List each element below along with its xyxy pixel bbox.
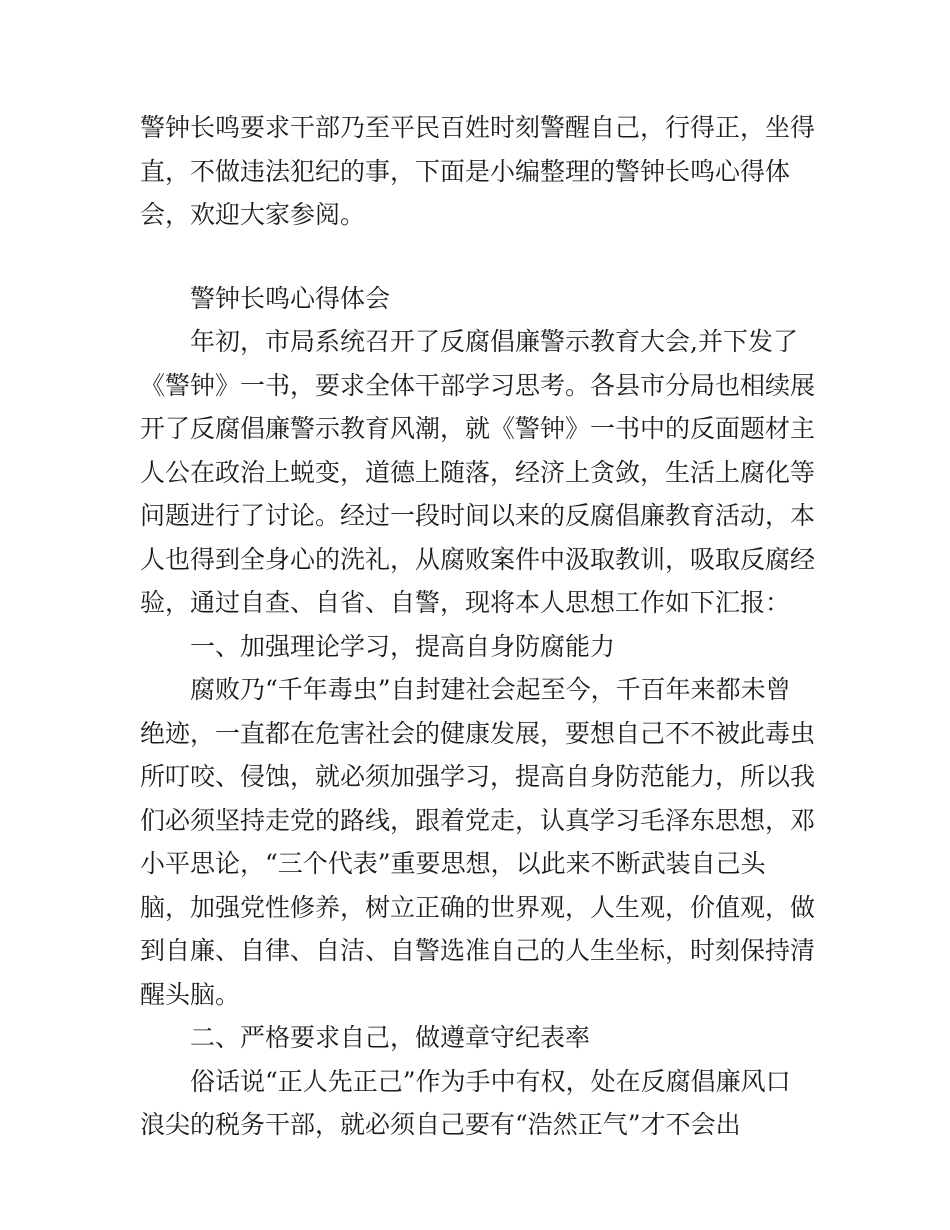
paragraph-3-line-1: 俗话说“正人先正己”作为手中有权，处在反腐倡廉风口: [190, 1067, 791, 1096]
paragraph-1-line-6: 人也得到全身心的洗礼，从腐败案件中汲取教训，吸取反腐经: [140, 545, 816, 574]
paragraph-3-line-2: 浪尖的税务干部，就必须自己要有“浩然正气”才不会出: [140, 1110, 741, 1139]
paragraph-1-line-4: 人公在政治上蜕变，道德上随落，经济上贪敛，生活上腐化等: [140, 458, 816, 487]
paragraph-1-line-5: 问题进行了讨论。经过一段时间以来的反腐倡廉教育活动，本: [140, 501, 816, 530]
intro-line-3: 会，欢迎大家参阅。: [140, 200, 366, 229]
paragraph-1-line-2: 《警钟》一书，要求全体干部学习思考。各县市分局也相续展: [140, 371, 816, 400]
paragraph-2-line-8: 醒头脑。: [140, 980, 241, 1009]
paragraph-1-line-3: 开了反腐倡廉警示教育风潮，就《警钟》一书中的反面题材主: [140, 414, 816, 443]
paragraph-2-line-5: 小平思论，“三个代表”重要思想，以此来不断武装自己头: [140, 849, 766, 878]
paragraph-1-line-7: 验，通过自查、自省、自警，现将本人思想工作如下汇报：: [140, 588, 791, 617]
paragraph-2-line-2: 绝迹，一直都在危害社会的健康发展，要想自己不不被此毒虫: [140, 719, 816, 748]
section-1-heading: 一、加强理论学习，提高自身防腐能力: [190, 632, 616, 661]
paragraph-1-line-1: 年初，市局系统召开了反腐倡廉警示教育大会,并下发了: [190, 327, 798, 356]
paragraph-2-line-7: 到自廉、自律、自洁、自警选准自己的人生坐标，时刻保持清: [140, 936, 816, 965]
intro-line-1: 警钟长鸣要求干部乃至平民百姓时刻警醒自己，行得正，坐得: [140, 113, 816, 142]
paragraph-2-line-1: 腐败乃“千年毒虫”自封建社会起至今，千百年来都未曾: [190, 675, 791, 704]
intro-line-2: 直，不做违法犯纪的事，下面是小编整理的警钟长鸣心得体: [140, 157, 791, 186]
article-title: 警钟长鸣心得体会: [190, 284, 391, 313]
paragraph-2-line-6: 脑，加强党性修养，树立正确的世界观，人生观，价值观，做: [140, 893, 816, 922]
paragraph-2-line-4: 们必须坚持走党的路线，跟着党走，认真学习毛泽东思想，邓: [140, 806, 816, 835]
section-2-heading: 二、严格要求自己，做遵章守纪表率: [190, 1023, 591, 1052]
paragraph-2-line-3: 所叮咬、侵蚀，就必须加强学习，提高自身防范能力，所以我: [140, 762, 816, 791]
